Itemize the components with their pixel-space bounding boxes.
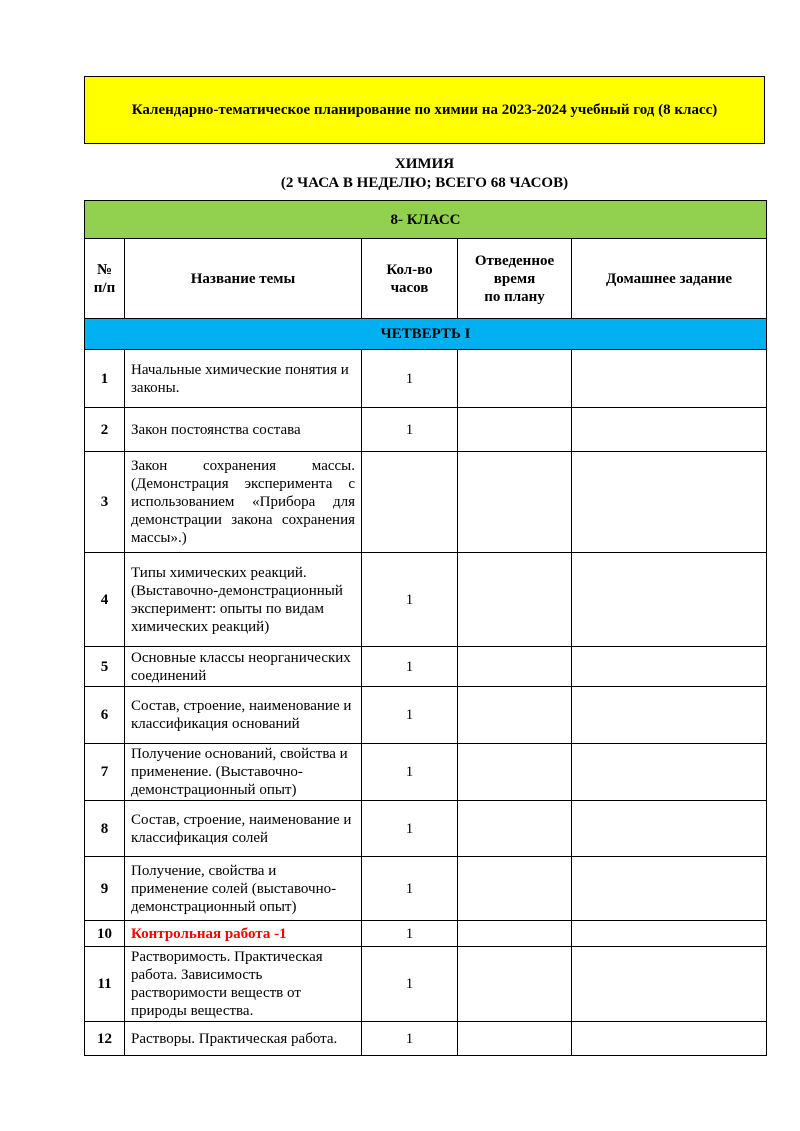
row-hours: 1 [362,947,458,1022]
row-hours: 1 [362,408,458,452]
row-hours: 1 [362,350,458,408]
row-planned-time [458,921,572,947]
row-num: 3 [85,452,125,553]
row-num: 1 [85,350,125,408]
header-time-line1: Отведенное [474,252,555,269]
grade-label: 8- КЛАСС [85,201,767,239]
table-row [85,647,767,687]
table-row [85,687,767,744]
row-planned-time [458,947,572,1022]
row-hours: 1 [362,921,458,947]
row-topic: Состав, строение, наименование и классификация солей [125,801,362,857]
row-topic: Основные классы неорганических соединений [125,647,362,687]
row-planned-time [458,553,572,647]
row-planned-time [458,350,572,408]
row-hours: 1 [362,687,458,744]
row-num: 5 [85,647,125,687]
row-hours: 1 [362,857,458,921]
grade-row [85,201,767,239]
row-planned-time [458,647,572,687]
row-planned-time [458,801,572,857]
row-num: 8 [85,801,125,857]
row-num: 2 [85,408,125,452]
row-homework [572,857,767,921]
table-row [85,1022,767,1056]
header-num-line1: № [96,261,113,278]
row-num: 10 [85,921,125,947]
header-time-line2: время [493,270,536,287]
row-num: 4 [85,553,125,647]
row-topic: Типы химических реакций. (Выставочно-демонстрационный эксперимент: опыты по видам химических реакций) [125,553,362,647]
row-planned-time [458,1022,572,1056]
table-row [85,452,767,553]
row-num: 7 [85,744,125,801]
row-homework [572,553,767,647]
row-hours: 1 [362,1022,458,1056]
header-time [458,239,572,319]
header-hours-line2: часов [390,279,429,296]
row-homework [572,744,767,801]
subject-heading [84,155,765,193]
row-hours [362,452,458,553]
row-topic: Растворимость. Практическая работа. Зависимость растворимости веществ от природы вещества. [125,947,362,1022]
document-title: Календарно-тематическое планирование по химии на 2023-2024 учебный год (8 класс) [131,101,718,118]
row-homework [572,921,767,947]
table-row [85,350,767,408]
row-hours: 1 [362,553,458,647]
row-num: 6 [85,687,125,744]
row-planned-time [458,857,572,921]
row-topic: Получение оснований, свойства и применение. (Выставочно-демонстрационный опыт) [125,744,362,801]
row-hours: 1 [362,801,458,857]
row-homework [572,947,767,1022]
table-row [85,553,767,647]
header-num-line2: п/п [93,279,116,296]
subject-name: ХИМИЯ [394,156,455,172]
row-topic: Закон постоянства состава [125,408,362,452]
row-homework [572,350,767,408]
row-planned-time [458,408,572,452]
subject-hours: (2 ЧАСА В НЕДЕЛЮ; ВСЕГО 68 ЧАСОВ) [280,175,569,191]
row-topic: Растворы. Практическая работа. [125,1022,362,1056]
row-hours: 1 [362,647,458,687]
row-planned-time [458,744,572,801]
header-topic: Название темы [125,239,362,319]
row-topic: Закон сохранения массы. (Демонстрация эксперимента с использованием «Прибора для демонстрации закона сохранения массы».) [125,452,362,553]
row-hours: 1 [362,744,458,801]
row-homework [572,1022,767,1056]
quarter-row [85,319,767,350]
row-homework [572,687,767,744]
quarter-label: ЧЕТВЕРТЬ I [85,319,767,350]
row-planned-time [458,452,572,553]
row-topic: Получение, свойства и применение солей (выставочно-демонстрационный опыт) [125,857,362,921]
header-row [85,239,767,319]
row-num: 11 [85,947,125,1022]
table-row [85,947,767,1022]
row-topic: Состав, строение, наименование и классификация оснований [125,687,362,744]
header-hours-line1: Кол-во [386,261,433,278]
header-hours [362,239,458,319]
document-title-box [84,76,765,144]
row-topic-test: Контрольная работа -1 [125,921,362,947]
header-time-line3: по плану [484,288,545,305]
table-row [85,921,767,947]
row-homework [572,647,767,687]
row-homework [572,408,767,452]
table-row [85,408,767,452]
table-row [85,744,767,801]
header-num [85,239,125,319]
row-planned-time [458,687,572,744]
header-homework: Домашнее задание [572,239,767,319]
table-row [85,857,767,921]
row-num: 12 [85,1022,125,1056]
row-topic: Начальные химические понятия и законы. [125,350,362,408]
row-homework [572,452,767,553]
table-row [85,801,767,857]
row-num: 9 [85,857,125,921]
row-homework [572,801,767,857]
plan-table [84,200,767,1056]
